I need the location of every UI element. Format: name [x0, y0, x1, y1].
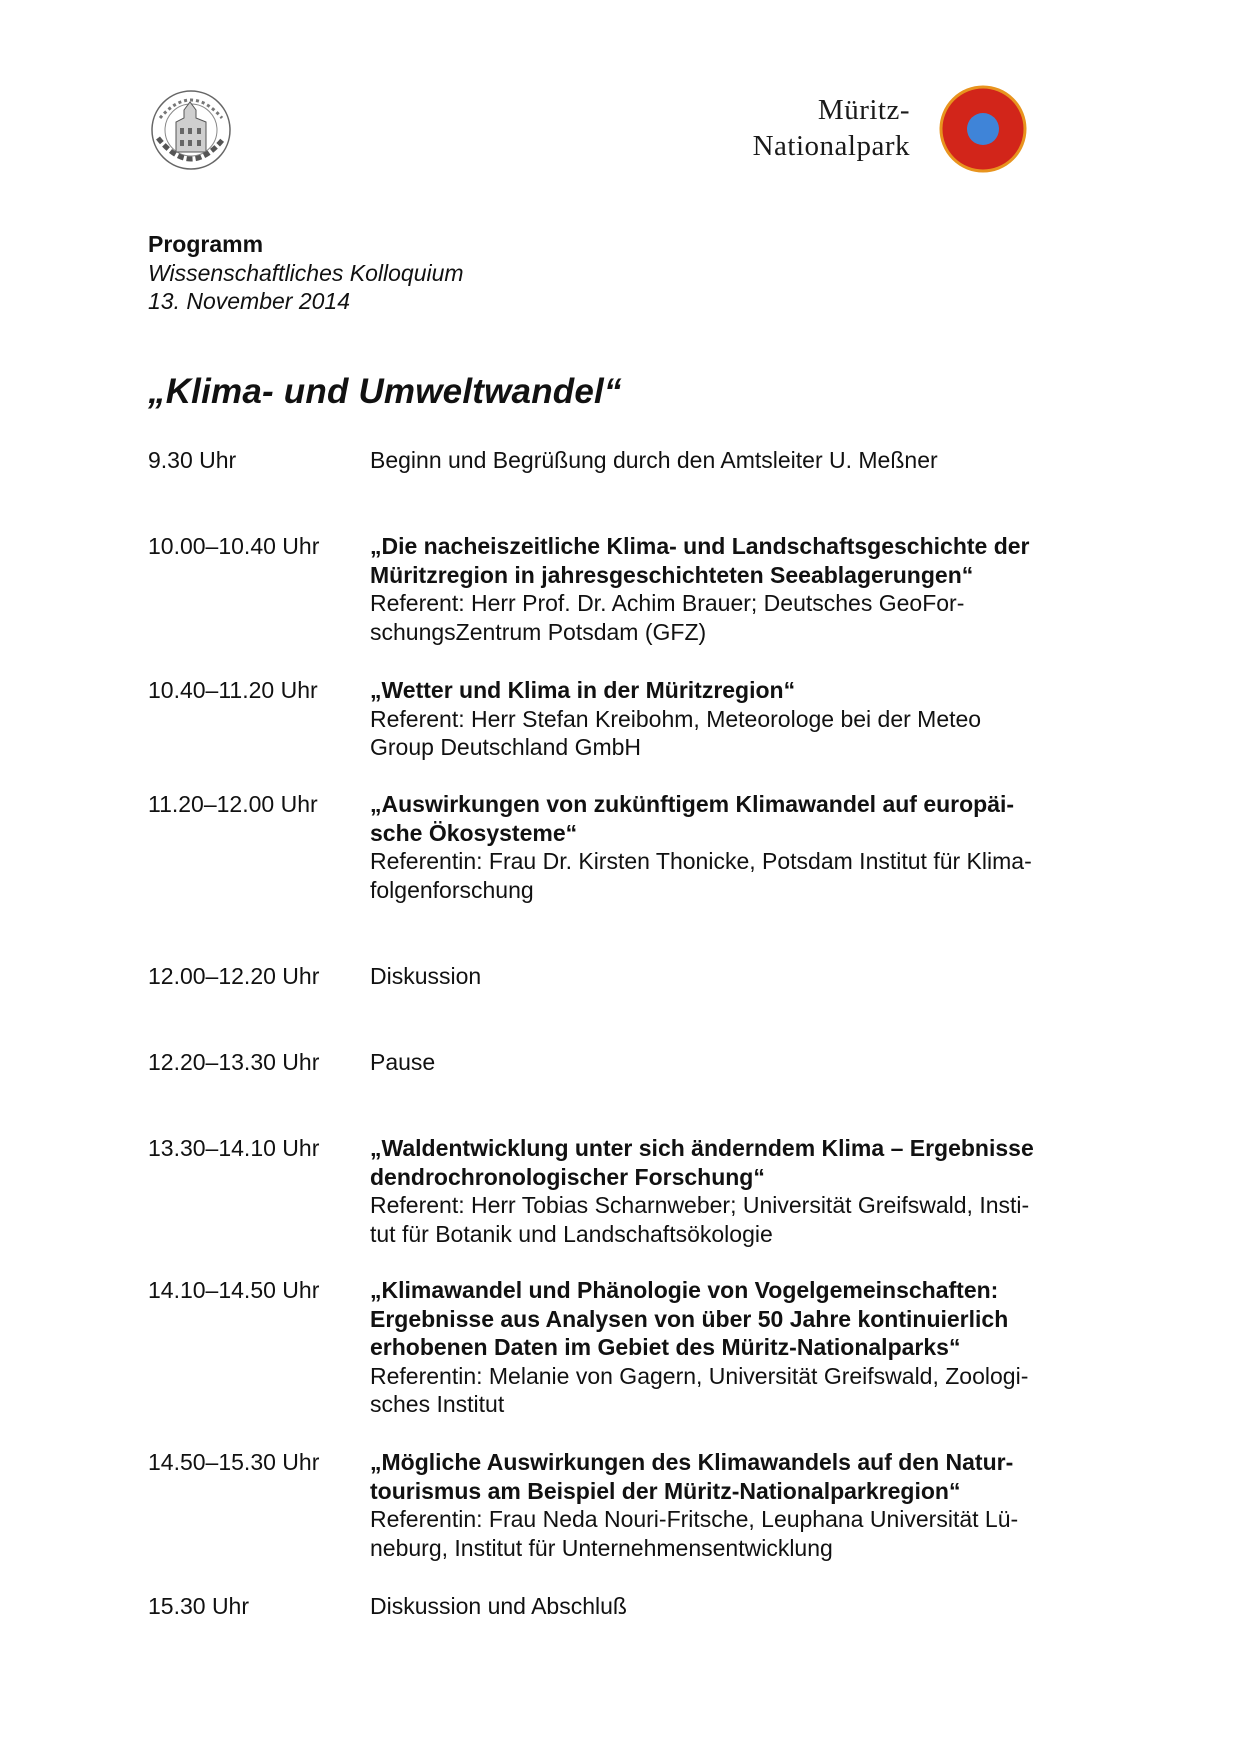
talk-title-line: sche Ökosysteme“: [370, 819, 578, 846]
schedule-text: Pause: [370, 1049, 436, 1075]
program-label: Programm: [148, 231, 264, 257]
schedule-time: 14.10–14.50 Uhr: [148, 1277, 320, 1303]
speaker-line: neburg, Institut für Unternehmensentwicklung: [370, 1534, 833, 1561]
schedule-time: 11.20–12.00 Uhr: [148, 791, 318, 817]
schedule-content: [370, 532, 1105, 646]
talk-title-line: dendrochronologischer Forschung“: [370, 1163, 765, 1190]
schedule-content: [370, 962, 1105, 991]
schedule-time: 14.50–15.30 Uhr: [148, 1449, 320, 1475]
talk-title-line: „Die nacheiszeitliche Klima- und Landschaftsgeschichte der: [370, 533, 1030, 559]
talk-title-line: „Mögliche Auswirkungen des Klimawandels auf den Natur-: [370, 1449, 1014, 1475]
schedule-time: 15.30 Uhr: [148, 1593, 250, 1619]
schedule-text: Diskussion und Abschluß: [370, 1593, 627, 1619]
speaker-line: Referent: Herr Prof. Dr. Achim Brauer; Deutsches GeoFor-: [370, 590, 965, 616]
speaker-line: sches Institut: [370, 1391, 505, 1417]
header-block: [148, 230, 464, 316]
nationalpark-logo: [938, 84, 1028, 174]
schedule-content: [370, 1592, 1105, 1621]
talk-title-line: Ergebnisse aus Analysen von über 50 Jahre kontinuierlich: [370, 1305, 1009, 1332]
speaker-line: tut für Botanik und Landschaftsökologie: [370, 1220, 773, 1247]
speaker-line: Referentin: Melanie von Gagern, Universität Greifswald, Zoologi-: [370, 1362, 1029, 1389]
schedule-content: [370, 1048, 1105, 1077]
event-date: 13. November 2014: [148, 288, 351, 314]
talk-title-line: erhobenen Daten im Gebiet des Müritz-Nationalparks“: [370, 1334, 961, 1360]
talk-title-line: tourismus am Beispiel der Müritz-Nationalparkregion“: [370, 1477, 961, 1504]
speaker-line: Referent: Herr Stefan Kreibohm, Meteorologe bei der Meteo: [370, 705, 982, 732]
np-line-1: Müritz-: [817, 94, 910, 126]
schedule-content: [370, 676, 1105, 762]
carolinum-logo: [150, 88, 232, 172]
speaker-line: Referentin: Frau Neda Nouri-Fritsche, Leuphana Universität Lü-: [370, 1506, 1019, 1532]
np-line-2: Nationalpark: [752, 130, 910, 162]
schedule-content: [370, 446, 1105, 475]
schedule-content: [370, 1448, 1105, 1562]
speaker-line: folgenforschung: [370, 876, 534, 903]
talk-title-line: „Wetter und Klima in der Müritzregion“: [370, 677, 796, 703]
schedule-time: 10.40–11.20 Uhr: [148, 677, 318, 703]
schedule-time: 10.00–10.40 Uhr: [148, 533, 320, 559]
schedule-time: 9.30 Uhr: [148, 447, 237, 473]
page-title: „Klima- und Umweltwandel“: [148, 372, 622, 411]
schedule-time: 12.20–13.30 Uhr: [148, 1049, 320, 1075]
speaker-line: schungsZentrum Potsdam (GFZ): [370, 618, 707, 645]
schedule-content: [370, 1276, 1105, 1419]
talk-title-line: „Klimawandel und Phänologie von Vogelgemeinschaften:: [370, 1277, 999, 1303]
talk-title-line: Müritzregion in jahresgeschichteten Seeablagerungen“: [370, 561, 974, 588]
schedule-text: Diskussion: [370, 963, 482, 989]
schedule-content: [370, 1134, 1105, 1248]
speaker-line: Group Deutschland GmbH: [370, 734, 642, 760]
schedule-text: Beginn und Begrüßung durch den Amtsleiter U. Meßner: [370, 447, 938, 473]
schedule-time: 13.30–14.10 Uhr: [148, 1135, 320, 1161]
talk-title-line: „Auswirkungen von zukünftigem Klimawandel auf europäi-: [370, 791, 1015, 817]
nationalpark-wordmark: [700, 92, 910, 164]
schedule-time: 12.00–12.20 Uhr: [148, 963, 320, 989]
event-name: Wissenschaftliches Kolloquium: [148, 259, 464, 286]
speaker-line: Referent: Herr Tobias Scharnweber; Universität Greifswald, Insti-: [370, 1192, 1030, 1218]
schedule-content: [370, 790, 1105, 904]
speaker-line: Referentin: Frau Dr. Kirsten Thonicke, Potsdam Institut für Klima-: [370, 848, 1032, 874]
talk-title-line: „Waldentwicklung unter sich änderndem Klima – Ergebnisse: [370, 1135, 1034, 1161]
